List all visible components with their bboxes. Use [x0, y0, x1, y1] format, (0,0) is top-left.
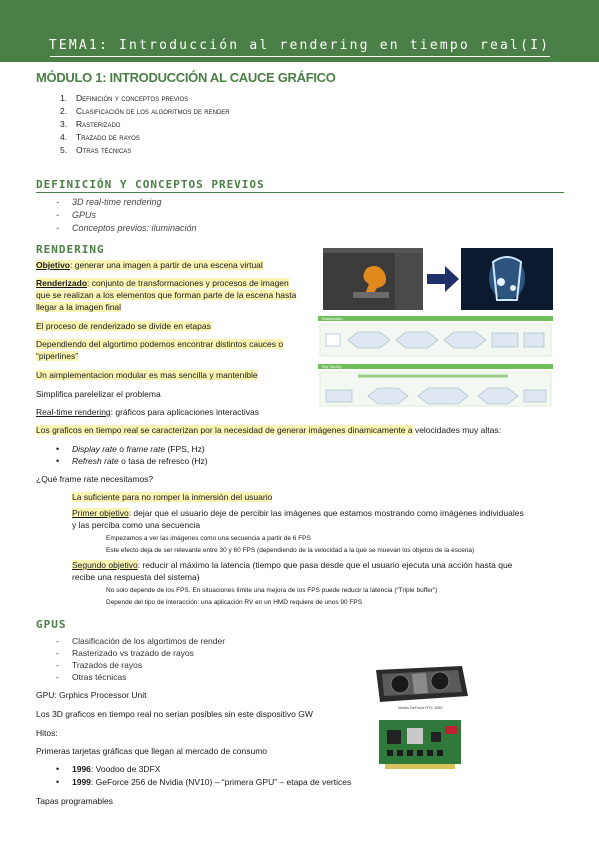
segundo-objetivo-line: recibe una respuesta del sistema) [72, 572, 200, 582]
note-line: No solo depende de los FPS. En situaciones límite una mejora de los FPS puede reducir la latencia (“Triple buffer”) [106, 587, 438, 594]
list-item: • 1999: GeForce 256 de Nvidia (NV10) – “primera GPU” – etapa de vertices [72, 777, 351, 787]
question-line: ¿Qué frame rate necesitamos? [36, 474, 154, 484]
primer-objetivo-line: Primer objetivo: dejar que el usuario deje de percibir las imágenes que estamos mostrando como imágenes individuales [72, 508, 524, 518]
list-item: - Rasterizado vs trazado de rayos [72, 648, 194, 658]
gpu-caption: Nvidia GeForce RTX 3080 [398, 706, 443, 710]
pipe-raster-label: Rasterization [322, 317, 343, 321]
gpu-definition: GPU: Grphics Processor Unit [36, 690, 147, 700]
tapas-line: Tapas programables [36, 796, 114, 806]
renderizado-line: que se realizan a los elementos que forman parte de la escena hasta [36, 290, 297, 300]
gpu-rtx-image [372, 660, 470, 712]
etapas-line: El proceso de renderizado se divide en etapas [36, 321, 211, 331]
renderizado-line: Renderizado: conjunto de transformaciones y procesos de imagen [36, 278, 289, 288]
dependiendo-line: Dependiendo del algortimo podemos encontrar distintos cauces o [36, 339, 284, 349]
toc-item: 2. Clasificación de los algoritmos de render [60, 106, 230, 116]
dependiendo-line: “piperlines” [36, 351, 79, 361]
list-item: - 3D real-time rendering [58, 197, 162, 207]
note-line: Empezamos a ver las imágenes como una secuencia a partir de 6 FPS [106, 535, 311, 542]
toc-item: 4. Trazado de rayos [60, 132, 140, 142]
list-item: • Refresh rate o tasa de refresco (Hz) [72, 456, 208, 466]
list-item: • 1996: Voodoo de 3DFX [72, 764, 160, 774]
paralelizar-line: Simplifica parelelizar el problema [36, 389, 161, 399]
pipe-ray-label: Ray Tracing [322, 365, 341, 369]
list-item: - Clasificación de los algortimos de render [72, 636, 225, 646]
section-heading-gpus: GPUS [36, 618, 67, 631]
note-line: Depende del tipo de interacción: una aplicación RV en un HMD requiere de unos 90 FPS [106, 599, 363, 606]
list-item: - Otras técnicas [72, 672, 126, 682]
primeras-line: Primeras tarjetas gráficas que llegan al mercado de consumo [36, 746, 268, 756]
hitos-label: Hitos: [36, 728, 58, 738]
list-item: - Trazados de rayos [72, 660, 142, 670]
toc-item: 3. Rasterizado [60, 119, 121, 129]
title-underline [50, 56, 550, 57]
primer-objetivo-line: y las perciba como una secuencia [72, 520, 201, 530]
voodoo-card-image [377, 716, 463, 774]
segundo-objetivo-line: Segundo objetivo: reducir al máximo la latencia (tiempo que pasa desde que el usuario ejecuta una acción hasta que [72, 560, 513, 570]
objetivo-line: Objetivo: generar una imagen a partir de una escena virtual [36, 260, 263, 270]
rendering-illustration [323, 248, 553, 310]
module-title: MÓDULO 1: INTRODUCCIÓN AL CAUCE GRÁFICO [36, 70, 336, 85]
renderizado-line: llegar a la imagen final [36, 302, 122, 312]
section-heading-rendering: RENDERING [36, 243, 105, 256]
toc-item: 1. Definición y conceptos previos [60, 93, 189, 103]
section-heading-definicion: DEFINICIÓN Y CONCEPTOS PREVIOS [36, 178, 265, 191]
suficiente-line: La suficiente para no romper la inmersión del usuario [72, 492, 273, 502]
page-title: TEMA1: Introducción al rendering en tiempo real(I) [48, 38, 551, 53]
note-line: Este efecto deja de ser relevante entre 30 y 60 FPS (dependiendo de la velocidad a la que se muevan los objetos de la escena) [106, 547, 475, 554]
list-item: - Conceptos previos: iluminación [58, 223, 197, 233]
arrow-icon [427, 266, 459, 292]
realtime-line: Real-time rendering: gráficos para aplicaciones interactivas [36, 407, 260, 417]
toc-item: 5. Otras técnicas [60, 145, 132, 155]
graficos-line: Los graficos en tiempo real se caracterizan por la necesidad de generar imágenes dinamicamente a velocidades muy altas: [36, 425, 501, 435]
pipelines-diagram [318, 314, 553, 408]
list-item: • Display rate o frame rate (FPS, Hz) [72, 444, 205, 454]
no-posibles-line: Los 3D graficos en tiempo real no serian posibles sin este dispositivo GW [36, 709, 313, 719]
list-item: - GPUs [58, 210, 96, 220]
modular-line: Un aimplementacion modular es mas sencilla y mantenible [36, 370, 258, 380]
section-rule [36, 192, 564, 193]
